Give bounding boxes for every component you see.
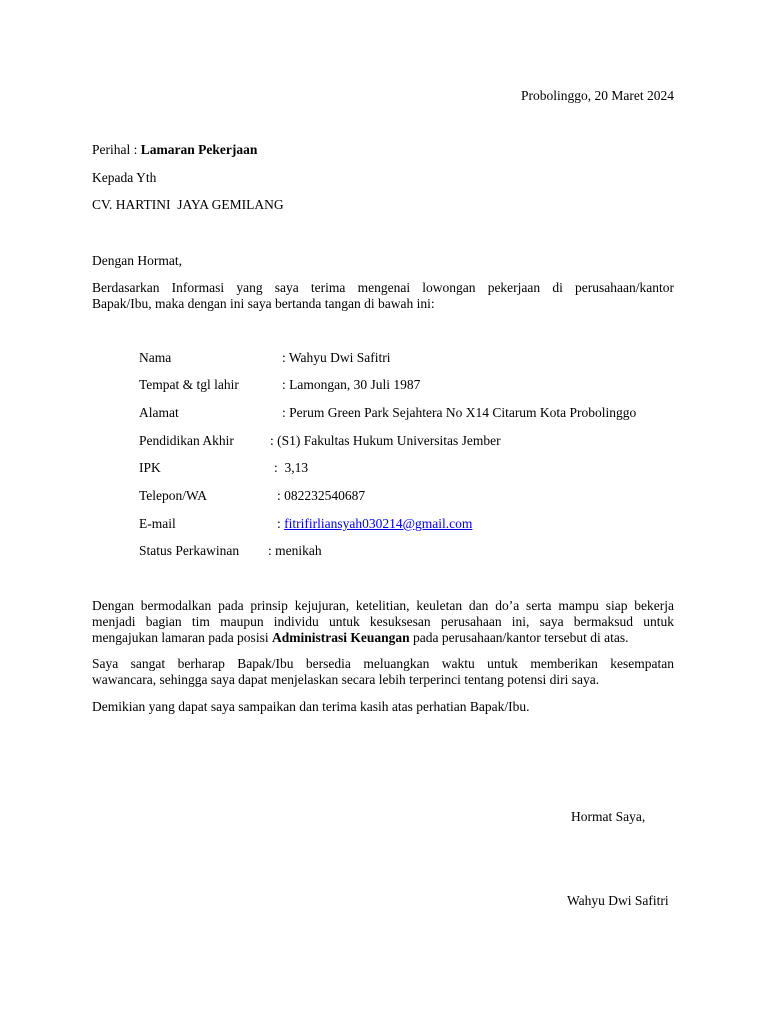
subject-value: Lamaran Pekerjaan xyxy=(140,142,258,157)
recipient-line-1: Kepada Yth xyxy=(92,170,157,185)
detail-value-status: : menikah xyxy=(268,543,322,558)
email-prefix: : xyxy=(277,516,285,531)
subject-line xyxy=(92,142,257,158)
detail-label-email: E-mail xyxy=(139,516,176,531)
intro-line-2: Bapak/Ibu, maka dengan ini saya bertanda tangan di bawah ini: xyxy=(92,296,435,311)
signature-salutation: Hormat Saya, xyxy=(571,809,646,824)
detail-label-nama: Nama xyxy=(139,350,172,365)
detail-value-telepon: : 082232540687 xyxy=(277,488,366,503)
detail-value-nama: : Wahyu Dwi Safitri xyxy=(282,350,391,365)
motivation-line-3 xyxy=(92,630,674,646)
detail-label-telepon: Telepon/WA xyxy=(139,488,208,503)
detail-value-ttl: : Lamongan, 30 Juli 1987 xyxy=(282,377,421,392)
hope-line-2: wawancara, sehingga saya dapat menjelaskan secara lebih terperinci tentang potensi diri saya. xyxy=(92,672,600,687)
position-title: Administrasi Keuangan xyxy=(271,630,410,645)
motivation-line-3-pre: mengajukan lamaran pada posisi xyxy=(92,630,272,645)
detail-value-email xyxy=(277,516,472,532)
detail-label-status: Status Perkawinan xyxy=(139,543,240,558)
intro-paragraph xyxy=(92,280,674,312)
detail-label-pendidikan: Pendidikan Akhir xyxy=(139,433,234,448)
place-date: Probolinggo, 20 Maret 2024 xyxy=(521,88,674,103)
subject-label: Perihal : xyxy=(92,142,141,157)
intro-line-1: Berdasarkan Informasi yang saya terima mengenai lowongan pekerjaan di perusahaan/kantor xyxy=(92,280,674,295)
hope-paragraph xyxy=(92,656,674,688)
email-link[interactable]: fitrifirliansyah030214@gmail.com xyxy=(284,516,473,531)
greeting: Dengan Hormat, xyxy=(92,253,182,268)
detail-label-alamat: Alamat xyxy=(139,405,179,420)
closing-sentence: Demikian yang dapat saya sampaikan dan terima kasih atas perhatian Bapak/Ibu. xyxy=(92,699,530,714)
signature-name: Wahyu Dwi Safitri xyxy=(567,893,669,908)
motivation-line-2: menjadi bagian tim maupun individu untuk kesuksesan perusahaan ini, saya bermaksud untuk xyxy=(92,614,674,629)
detail-label-ttl: Tempat & tgl lahir xyxy=(139,377,239,392)
motivation-line-1: Dengan bermodalkan pada prinsip kejujuran, ketelitian, keuletan dan do’a serta mampu siap bekerja xyxy=(92,598,674,613)
detail-value-alamat: : Perum Green Park Sejahtera No X14 Citarum Kota Probolinggo xyxy=(282,405,637,420)
detail-label-ipk: IPK xyxy=(139,460,161,475)
hope-line-1: Saya sangat berharap Bapak/Ibu bersedia meluangkan waktu untuk memberikan kesempatan xyxy=(92,656,674,671)
recipient-company: CV. HARTINI JAYA GEMILANG xyxy=(92,197,284,212)
motivation-line-3-post: pada perusahaan/kantor tersebut di atas. xyxy=(409,630,629,645)
detail-value-ipk: : 3,13 xyxy=(274,460,309,475)
detail-value-pendidikan: : (S1) Fakultas Hukum Universitas Jember xyxy=(270,433,501,448)
motivation-paragraph xyxy=(92,598,674,646)
